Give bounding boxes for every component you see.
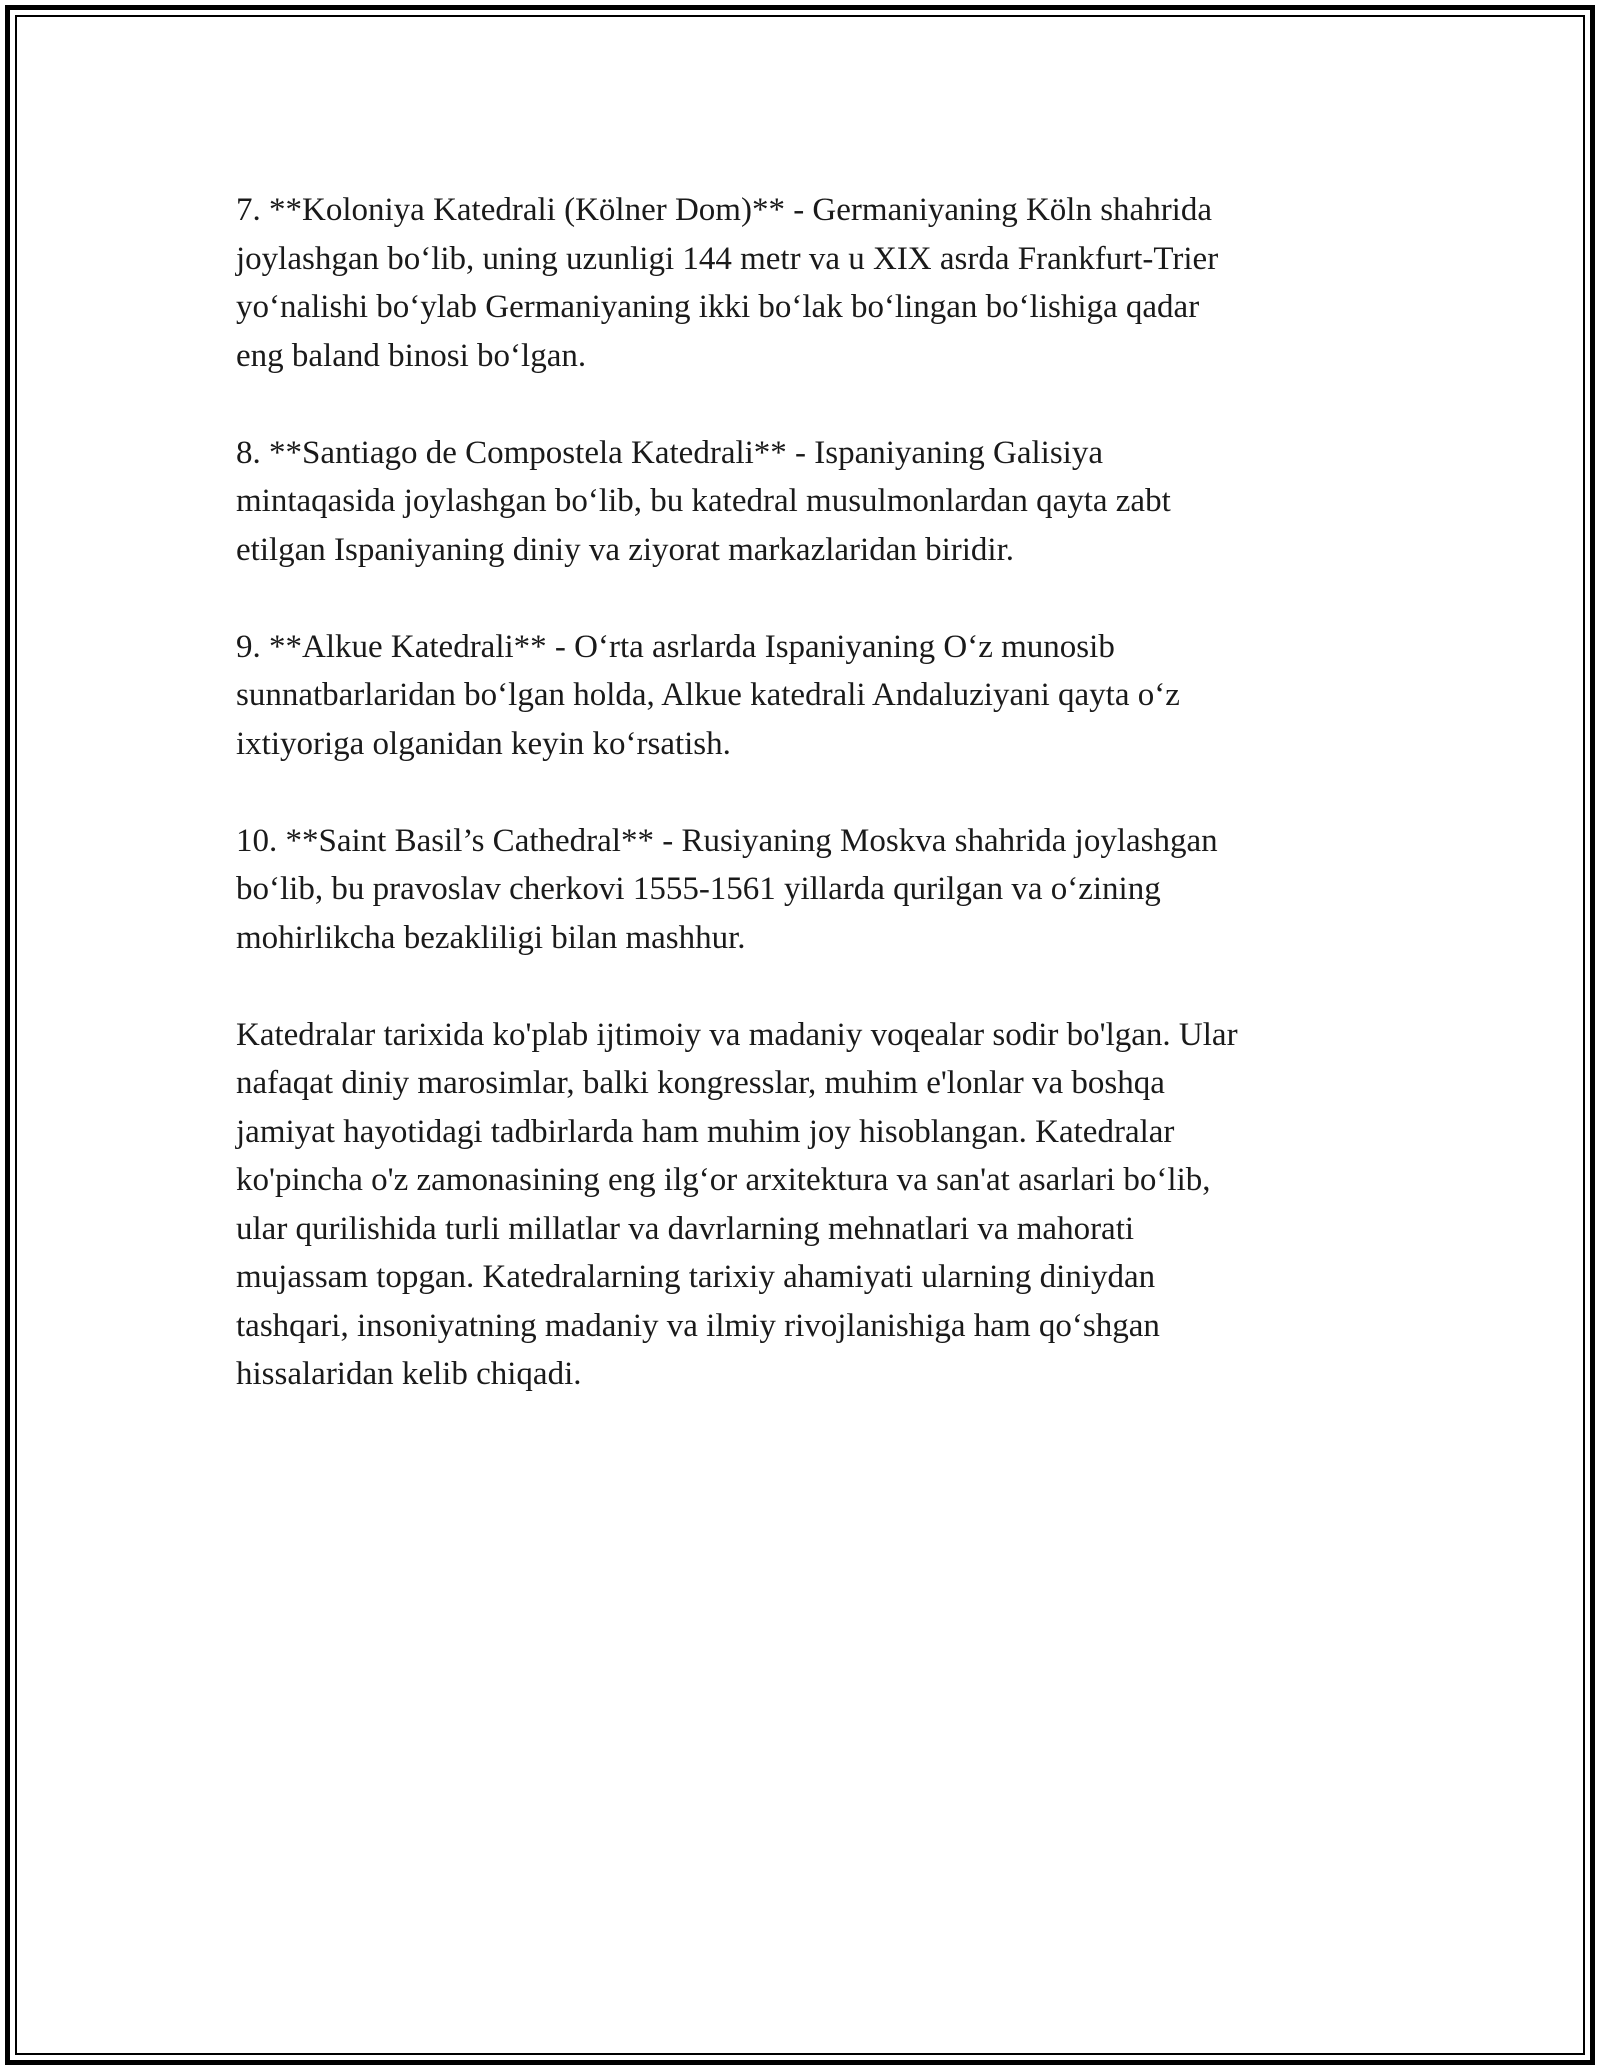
text-line: etilgan Ispaniyaning diniy va ziyorat markazlaridan biridir. <box>236 531 1014 568</box>
text-line: sunnatbarlaridan bo‘lgan holda, Alkue katedrali Andaluziyani qayta o‘z <box>236 677 1180 713</box>
text-line: ular qurilishida turli millatlar va davrlarning mehnatlari va mahorati <box>236 1210 1135 1247</box>
paragraph-item-9 <box>236 623 1356 769</box>
text-line: mohirlikcha bezakliligi bilan mashhur. <box>236 919 746 956</box>
text-line: hissalaridan kelib chiqadi. <box>236 1356 582 1392</box>
text-line: ixtiyoriga olganidan keyin ko‘rsatish. <box>236 725 731 762</box>
paragraph-item-10 <box>236 817 1356 963</box>
text-line: bo‘lib, bu pravoslav cherkovi 1555-1561 yillarda qurilgan va o‘zining <box>236 871 1161 907</box>
text-line: Katedralar tarixida ko'plab ijtimoiy va madaniy voqealar sodir bo'lgan. Ular <box>236 1016 1238 1053</box>
text-line: 9. **Alkue Katedrali** - O‘rta asrlarda Ispaniyaning O‘z munosib <box>236 628 1115 665</box>
text-line: yo‘nalishi bo‘ylab Germaniyaning ikki bo‘lak bo‘lingan bo‘lishiga qadar <box>236 289 1200 325</box>
text-line: 7. **Koloniya Katedrali (Kölner Dom)** - Germaniyaning Köln shahrida <box>236 192 1212 228</box>
text-line: mintaqasida joylashgan bo‘lib, bu katedral musulmonlardan qayta zabt <box>236 483 1171 519</box>
text-line: nafaqat diniy marosimlar, balki kongresslar, muhim e'lonlar va boshqa <box>236 1065 1165 1101</box>
paragraph-conclusion <box>236 1011 1356 1399</box>
text-line: tashqari, insoniyatning madaniy va ilmiy rivojlanishiga ham qo‘shgan <box>236 1307 1160 1344</box>
document-body <box>236 186 1356 1447</box>
text-line: 10. **Saint Basil’s Cathedral** - Rusiyaning Moskva shahrida joylashgan <box>236 822 1218 859</box>
text-line: jamiyat hayotidagi tadbirlarda ham muhim joy hisoblangan. Katedralar <box>236 1113 1175 1150</box>
paragraph-item-7 <box>236 186 1356 380</box>
text-line: ko'pincha o'z zamonasining eng ilg‘or arxitektura va san'at asarlari bo‘lib, <box>236 1162 1211 1198</box>
text-line: mujassam topgan. Katedralarning tarixiy ahamiyati ularning diniydan <box>236 1259 1156 1295</box>
text-line: 8. **Santiago de Compostela Katedrali** - Ispaniyaning Galisiya <box>236 434 1103 471</box>
text-line: joylashgan bo‘lib, uning uzunligi 144 metr va u XIX asrda Frankfurt-Trier <box>236 240 1219 277</box>
paragraph-item-8 <box>236 429 1356 575</box>
text-line: eng baland binosi bo‘lgan. <box>236 337 587 374</box>
